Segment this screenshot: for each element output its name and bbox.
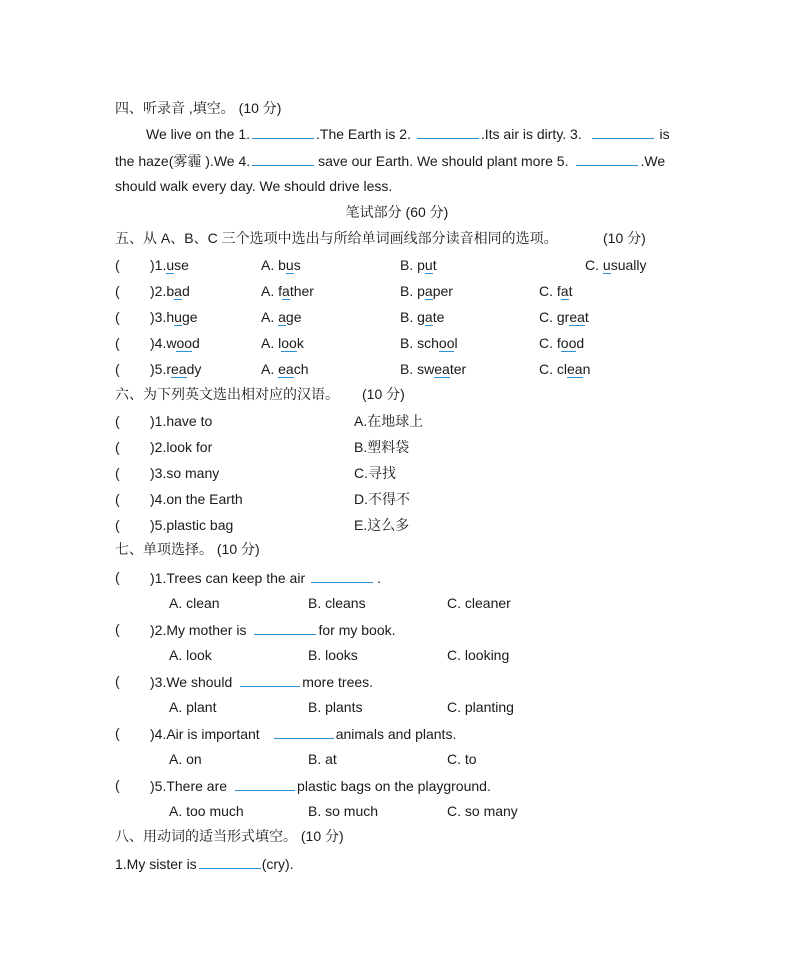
question-text: ge: [181, 309, 198, 325]
s4-text: .We: [640, 153, 666, 169]
chinese-option: D.不得不: [354, 491, 410, 507]
section-8-heading: 八、用动词的适当形式填空。 (10 分): [115, 828, 344, 844]
option-text: C. f: [539, 335, 561, 351]
underlined-letters: a: [424, 309, 433, 325]
english-phrase: )4.on the Earth: [150, 491, 243, 507]
answer-paren: (: [115, 491, 120, 507]
option-text: k: [296, 335, 304, 351]
s8-item-1: [115, 854, 294, 873]
option-b[interactable]: B. at: [308, 751, 337, 767]
s4-text: save our Earth. We should plant more 5.: [318, 153, 569, 169]
question-text: )2.: [150, 283, 167, 299]
option-text: s: [293, 257, 301, 273]
answer-blank[interactable]: [254, 620, 316, 635]
option-b[interactable]: [400, 282, 453, 300]
option-text: n: [582, 361, 591, 377]
option-text: ter: [449, 361, 467, 377]
answer-paren: (: [115, 517, 120, 533]
s4-text: is: [659, 126, 670, 142]
question-text: dy: [186, 361, 202, 377]
answer-paren: (: [115, 777, 120, 793]
underlined-letters: a: [278, 309, 286, 325]
option-text: sually: [610, 257, 647, 273]
option-text: ge: [285, 309, 302, 325]
option-text: per: [432, 283, 453, 299]
option-c[interactable]: [539, 334, 584, 352]
option-c[interactable]: [539, 308, 589, 326]
chinese-option: A.在地球上: [354, 413, 424, 429]
s8-item-text: (cry).: [261, 856, 294, 872]
s4-text: the haze(雾霾 ).We 4.: [115, 153, 251, 169]
option-b[interactable]: [400, 308, 444, 326]
question-stem: [150, 776, 491, 795]
question-text: )2.My mother is: [150, 622, 247, 638]
question-word: [150, 360, 201, 378]
answer-paren: (: [115, 361, 120, 377]
option-text: d: [576, 335, 585, 351]
option-b[interactable]: B. so much: [308, 803, 379, 819]
answer-blank[interactable]: [235, 776, 295, 791]
option-c[interactable]: C. looking: [447, 647, 510, 663]
section-5-heading: 五、从 A、B、C 三个选项中选出与所给单词画线部分读音相同的选项。: [115, 230, 558, 246]
underlined-letters: oo: [281, 335, 297, 351]
option-a[interactable]: A. look: [169, 647, 212, 663]
underlined-letters: ea: [567, 361, 583, 377]
question-stem: [150, 620, 396, 639]
option-a[interactable]: A. too much: [169, 803, 244, 819]
s8-blank-1[interactable]: [199, 854, 261, 869]
section-5-score: (10 分): [603, 230, 646, 246]
option-text: t: [432, 257, 437, 273]
option-text: t: [584, 309, 589, 325]
blank-2[interactable]: [417, 124, 479, 139]
underlined-letters: u: [602, 257, 611, 273]
s4-text: .The Earth is 2.: [316, 126, 411, 142]
s4-text: .Its air is dirty. 3.: [480, 126, 582, 142]
option-b[interactable]: [400, 256, 437, 274]
question-text: animals and plants.: [335, 726, 457, 742]
underlined-letters: a: [560, 283, 569, 299]
underlined-letters: u: [174, 309, 182, 325]
option-text: B. sw: [400, 361, 435, 377]
option-c[interactable]: C. to: [447, 751, 477, 767]
underlined-letters: oo: [560, 335, 577, 351]
chinese-option: E.这么多: [354, 517, 410, 533]
answer-blank[interactable]: [311, 568, 373, 583]
underlined-letters: u: [166, 257, 175, 273]
option-text: B. p: [400, 283, 425, 299]
option-text: A.: [261, 309, 279, 325]
question-stem: [150, 724, 456, 743]
underlined-letters: ea: [434, 361, 450, 377]
underlined-letters: ea: [278, 361, 294, 377]
section-7-heading: 七、单项选择。 (10 分): [115, 541, 260, 557]
option-text: B. sch: [400, 335, 439, 351]
option-text: ther: [289, 283, 314, 299]
question-word: [150, 256, 189, 274]
blank-4[interactable]: [252, 151, 314, 166]
option-text: A. l: [261, 335, 282, 351]
answer-paren: (: [115, 465, 120, 481]
question-stem: [150, 568, 381, 587]
option-text: C.: [585, 257, 603, 273]
question-text: )1.Trees can keep the air: [150, 570, 306, 586]
option-b[interactable]: B. looks: [308, 647, 358, 663]
question-text: )4.: [150, 335, 167, 351]
answer-paren: (: [115, 673, 120, 689]
option-text: C. gr: [539, 309, 570, 325]
question-word: [150, 282, 190, 300]
question-text: plastic bags on the playground.: [297, 778, 491, 794]
answer-paren: (: [115, 283, 120, 299]
option-c[interactable]: C. planting: [447, 699, 514, 715]
s4-line-1: [146, 124, 670, 143]
question-text: for my book.: [318, 622, 396, 638]
option-text: A. f: [261, 283, 283, 299]
option-text: A.: [261, 361, 279, 377]
underlined-letters: u: [285, 257, 294, 273]
option-text: te: [432, 309, 445, 325]
answer-paren: (: [115, 335, 120, 351]
option-a[interactable]: A. plant: [169, 699, 217, 715]
answer-paren: (: [115, 725, 120, 741]
option-text: B. p: [400, 257, 425, 273]
answer-blank[interactable]: [274, 724, 334, 739]
answer-paren: (: [115, 257, 120, 273]
option-b[interactable]: [400, 334, 458, 352]
option-text: A. b: [261, 257, 286, 273]
answer-paren: (: [115, 569, 120, 585]
question-word: [150, 334, 200, 352]
question-stem: [150, 672, 373, 691]
option-c[interactable]: C. cleaner: [447, 595, 511, 611]
underlined-letters: ea: [569, 309, 585, 325]
section-6-score: (10 分): [362, 386, 405, 402]
question-text: )4.Air is important: [150, 726, 260, 742]
option-text: l: [454, 335, 458, 351]
question-text: d: [192, 335, 200, 351]
blank-1[interactable]: [252, 124, 314, 139]
option-a[interactable]: [261, 334, 304, 352]
english-phrase: )5.plastic bag: [150, 517, 234, 533]
question-text: d: [181, 283, 190, 299]
answer-blank[interactable]: [240, 672, 300, 687]
question-text: b: [166, 283, 175, 299]
option-b[interactable]: [400, 360, 466, 378]
question-text: )3.We should: [150, 674, 233, 690]
blank-3[interactable]: [592, 124, 654, 139]
english-phrase: )1.have to: [150, 413, 213, 429]
option-a[interactable]: A. clean: [169, 595, 220, 611]
question-text: )5.There are: [150, 778, 228, 794]
section-6-heading: 六、为下列英文选出相对应的汉语。: [115, 386, 339, 402]
option-b[interactable]: B. cleans: [308, 595, 366, 611]
option-c[interactable]: [539, 360, 590, 378]
option-text: t: [568, 283, 573, 299]
option-text: B. g: [400, 309, 425, 325]
english-phrase: )2.look for: [150, 439, 213, 455]
question-word: [150, 308, 198, 326]
chinese-option: C.寻找: [354, 465, 396, 481]
section-4-heading: 四、听录音 ,填空。 (10 分): [115, 100, 282, 116]
underlined-letters: a: [282, 283, 290, 299]
option-text: ch: [293, 361, 309, 377]
s8-item-text: 1.My sister is: [115, 856, 197, 872]
question-text: r: [166, 361, 172, 377]
option-c[interactable]: [539, 282, 572, 300]
question-text: w: [166, 335, 177, 351]
option-c[interactable]: C. so many: [447, 803, 518, 819]
english-phrase: )3.so many: [150, 465, 220, 481]
option-a[interactable]: [261, 256, 301, 274]
answer-paren: (: [115, 439, 120, 455]
answer-paren: (: [115, 413, 120, 429]
question-text: )3.: [150, 309, 167, 325]
answer-paren: (: [115, 621, 120, 637]
underlined-letters: a: [174, 283, 182, 299]
written-part-title: 笔试部分 (60 分): [345, 204, 449, 220]
option-a[interactable]: [261, 308, 302, 326]
option-text: C. f: [539, 283, 561, 299]
underlined-letters: u: [424, 257, 433, 273]
option-a[interactable]: [261, 282, 314, 300]
underlined-letters: oo: [438, 335, 455, 351]
question-text: more trees.: [302, 674, 374, 690]
question-text: )1.: [150, 257, 167, 273]
question-text: )5.: [150, 361, 167, 377]
question-text: .: [377, 570, 382, 586]
s4-line-2: [115, 151, 665, 170]
blank-5[interactable]: [576, 151, 638, 166]
underlined-letters: ea: [171, 361, 187, 377]
underlined-letters: oo: [176, 335, 193, 351]
option-text: C. cl: [539, 361, 567, 377]
question-text: h: [166, 309, 175, 325]
option-a[interactable]: [261, 360, 309, 378]
answer-paren: (: [115, 309, 120, 325]
option-a[interactable]: A. on: [169, 751, 202, 767]
s4-text: We live on the 1.: [146, 126, 251, 142]
underlined-letters: a: [424, 283, 433, 299]
option-b[interactable]: B. plants: [308, 699, 363, 715]
s4-line-3: should walk every day. We should drive less.: [115, 178, 393, 194]
question-text: se: [174, 257, 189, 273]
option-c[interactable]: [585, 256, 646, 274]
chinese-option: B.塑料袋: [354, 439, 410, 455]
